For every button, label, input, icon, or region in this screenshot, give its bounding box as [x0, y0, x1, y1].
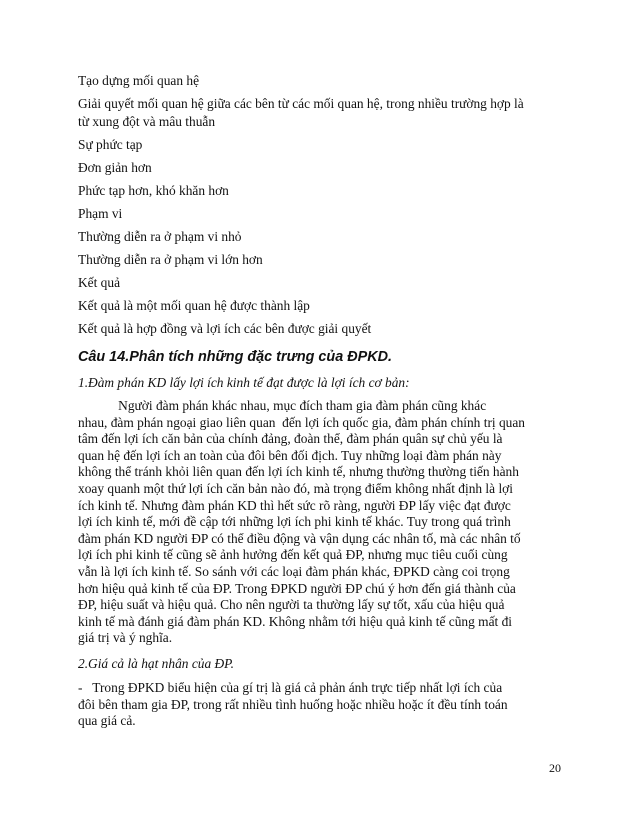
- paragraph-line: xoay quanh một thứ lợi ích căn bản nào đó, mà trọng điểm không nhất định là lợi: [78, 480, 513, 496]
- paragraph-line: nhau, đàm phán ngoại giao liên quan đến lợi ích quốc gia, đàm phán chính trị quan: [78, 414, 525, 430]
- paragraph-line: lợi ích phi kinh tế cũng sẽ ảnh hưởng đến kết quả ĐP, nhưng mục tiêu cuối cùng: [78, 547, 508, 563]
- paragraph-line: qua giá cả.: [78, 713, 136, 729]
- paragraph-line: kinh tế mà đánh giá đàm phán KD. Không nhằm tới hiệu quả kinh tế cũng mất đi: [78, 613, 513, 629]
- text-line: Kết quả: [78, 275, 121, 290]
- paragraph-line: Người đàm phán khác nhau, mục đích tham gia đàm phán cũng khác: [78, 398, 487, 413]
- text-line: Thường diễn ra ở phạm vi nhỏ: [78, 229, 242, 244]
- paragraph-line: ích kinh tế. Nhưng đàm phán KD thì hết sức rõ ràng, người ĐP lấy việc đạt được: [78, 497, 511, 513]
- paragraph-line: đàm phán KD người ĐP có thể điều động và vận dụng các nhân tố, mà các nhân tố: [78, 530, 521, 546]
- paragraph-line: giá trị và ý nghĩa.: [78, 630, 173, 646]
- section-1-paragraph: [78, 398, 566, 647]
- paragraph-line: - Trong ĐPKD biểu hiện của gí trị là giá cả phản ánh trực tiếp nhất lợi ích của: [78, 680, 503, 695]
- text-line: Thường diễn ra ở phạm vi lớn hơn: [78, 252, 263, 267]
- section-2-paragraph: [78, 680, 566, 730]
- paragraph-line: hơn hiệu quả kinh tế của ĐP. Trong ĐPKD người ĐP chú ý hơn đến giá thành của: [78, 580, 516, 596]
- section-2-title: 2.Giá cả là hạt nhân của ĐP.: [78, 656, 234, 671]
- text-line: từ xung đột và mâu thuẫn: [78, 114, 216, 129]
- text-line: Tạo dựng mối quan hệ: [78, 73, 200, 88]
- paragraph-line: quan hệ đến lợi ích an toàn của đôi bên đối địch. Tuy những loại đàm phán này: [78, 447, 502, 463]
- paragraph-line: vẫn là lợi ích kinh tế. So sánh với các loại đàm phán khác, ĐPKD càng coi trọng: [78, 563, 510, 579]
- text-line: Giải quyết mối quan hệ giữa các bên từ các mối quan hệ, trong nhiều trường hợp là: [78, 96, 524, 111]
- paragraph-line: tâm đến lợi ích căn bản của chính đảng, đoàn thể, đàm phán quân sự chủ yếu là: [78, 431, 503, 447]
- paragraph-line: ĐP, hiệu suất và hiệu quả. Cho nên người ta thường lấy sự tốt, xấu của hiệu quả: [78, 597, 505, 613]
- paragraph-line: không thể tránh khỏi liên quan đến lợi ích kinh tế, nhưng thường thường tiến hành: [78, 464, 519, 480]
- paragraph-line: đôi bên tham gia ĐP, trong rất nhiều tình huống hoặc nhiều hoặc ít đều tính toán: [78, 696, 508, 712]
- text-line: Phức tạp hơn, khó khăn hơn: [78, 183, 229, 198]
- text-line: Kết quả là hợp đồng và lợi ích các bên được giải quyết: [78, 321, 372, 336]
- paragraph-line: lợi ích kinh tế, mới đề cập tới những lợi ích phi kinh tế khác. Tuy trong quá trình: [78, 514, 511, 530]
- section-1-title: 1.Đàm phán KD lấy lợi ích kinh tế đạt được là lợi ích cơ bản:: [78, 375, 410, 390]
- question-heading: Câu 14.Phân tích những đặc trưng của ĐPKD.: [78, 349, 392, 365]
- text-line: Kết quả là một mối quan hệ được thành lập: [78, 298, 310, 313]
- text-line: Đơn giản hơn: [78, 160, 152, 175]
- text-line: Phạm vi: [78, 206, 123, 221]
- text-line: Sự phức tạp: [78, 137, 143, 152]
- page-number: 20: [549, 761, 561, 775]
